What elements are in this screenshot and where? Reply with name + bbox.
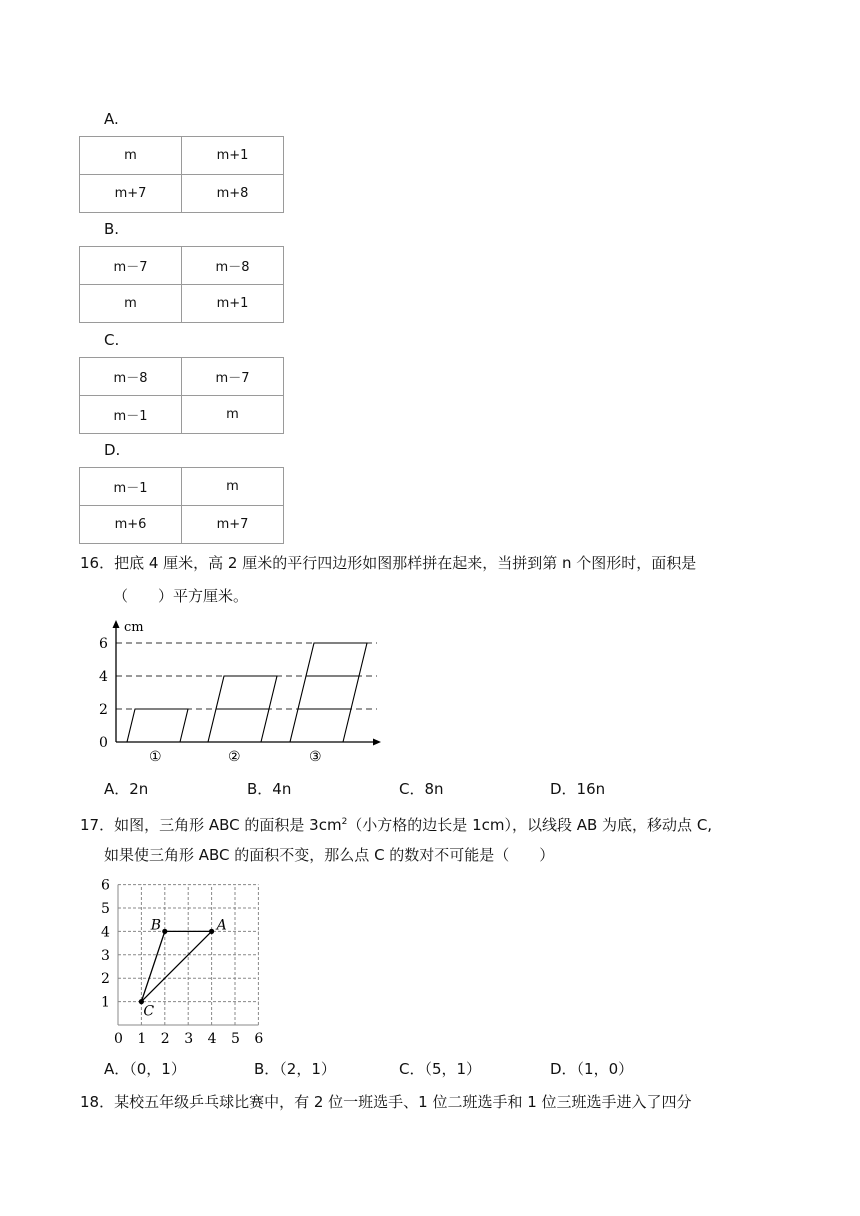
y-tick-label: 2 — [101, 971, 110, 988]
q16-text-line1: 16．把底 4 厘米，高 2 厘米的平行四边形如图那样拼在起来，当拼到第 n 个图形时，面积是 — [80, 554, 697, 572]
q17-superscript: 2 — [341, 817, 348, 827]
option-a-label: A. — [104, 110, 119, 128]
figure-3-label: ③ — [309, 749, 322, 765]
q17-text-line1-part2: （小方格的边长是 1cm），以线段 AB 为底，移动点 C, — [347, 816, 713, 834]
q18-text-line1: 18．某校五年级乒乓球比赛中，有 2 位一班选手、1 位二班选手和 1 位三班选手进入了四分 — [80, 1093, 692, 1111]
q17-choice-c[interactable]: C．（5，1） — [399, 1060, 482, 1078]
figure-1-parallelogram — [127, 709, 188, 742]
table-cell: m+8 — [182, 175, 284, 213]
q17-choice-a[interactable]: A．（0，1） — [104, 1060, 186, 1078]
option-c-label: C. — [104, 331, 120, 349]
q16-choice-d[interactable]: D．16n — [550, 780, 606, 798]
table-row — [80, 247, 284, 285]
q17-grid-figure — [95, 876, 270, 1048]
q17-text-line2: 如果使三角形 ABC 的面积不变，那么点 C 的数对不可能是（ ） — [104, 846, 555, 864]
triangle-outline — [141, 931, 211, 1001]
q17-text-line1-part1: 17．如图，三角形 ABC 的面积是 3cm — [80, 816, 342, 834]
option-c-table — [79, 357, 284, 434]
table-cell: m — [80, 137, 182, 175]
table-cell: m－7 — [182, 358, 284, 396]
x-tick-label: 3 — [184, 1031, 194, 1047]
x-tick-label: 6 — [254, 1031, 264, 1047]
point-label-a: A — [216, 917, 227, 934]
table-row — [80, 468, 284, 506]
y-tick-0: 0 — [99, 735, 108, 751]
q16-choice-b[interactable]: B．4n — [247, 780, 292, 798]
option-d-label: D. — [104, 441, 121, 459]
option-a-table — [79, 136, 284, 213]
q17-text-line1 — [80, 812, 712, 835]
table-cell: m－8 — [80, 358, 182, 396]
y-tick-label: 3 — [101, 947, 110, 964]
q16-choices — [104, 778, 724, 798]
y-tick-label: 1 — [101, 994, 110, 1011]
figure-1-label: ① — [149, 749, 162, 765]
x-tick-label: 0 — [114, 1031, 123, 1047]
point-a — [209, 929, 214, 934]
table-cell: m－1 — [80, 396, 182, 434]
q17-choices — [104, 1058, 744, 1078]
option-b-label: B. — [104, 220, 120, 238]
table-cell: m — [182, 468, 284, 506]
y-tick-4: 4 — [99, 669, 108, 685]
option-d-table — [79, 467, 284, 544]
figure-3-parallelograms — [290, 643, 367, 742]
table-row — [80, 285, 284, 323]
y-tick-label: 6 — [101, 877, 110, 894]
y-tick-label: 4 — [101, 924, 110, 941]
triangle-abc — [139, 917, 227, 1019]
y-tick-6: 6 — [99, 636, 108, 652]
q16-parallelogram-figure — [95, 616, 390, 766]
point-label-c: C — [143, 1003, 155, 1020]
figure-2-label: ② — [228, 749, 241, 765]
table-row — [80, 506, 284, 544]
option-b-table — [79, 246, 284, 323]
q17-choice-b[interactable]: B．（2，1） — [254, 1060, 336, 1078]
x-tick-label: 1 — [137, 1031, 147, 1047]
point-b — [162, 929, 167, 934]
table-cell: m－7 — [80, 247, 182, 285]
table-cell: m－8 — [182, 247, 284, 285]
q16-choice-a[interactable]: A．2n — [104, 780, 149, 798]
q17-choice-d[interactable]: D．（1，0） — [550, 1060, 634, 1078]
table-cell: m+1 — [182, 137, 284, 175]
y-axis-unit: cm — [124, 620, 144, 635]
table-row — [80, 358, 284, 396]
point-label-b: B — [150, 917, 162, 934]
x-tick-label: 4 — [207, 1031, 217, 1047]
x-tick-label: 5 — [231, 1031, 240, 1047]
q16-text-line2: （ ）平方厘米。 — [113, 587, 249, 605]
table-cell: m — [182, 396, 284, 434]
table-cell: m — [80, 285, 182, 323]
table-cell: m+6 — [80, 506, 182, 544]
table-cell: m+7 — [182, 506, 284, 544]
table-row — [80, 137, 284, 175]
q16-choice-c[interactable]: C．8n — [399, 780, 444, 798]
table-cell: m－1 — [80, 468, 182, 506]
table-cell: m+1 — [182, 285, 284, 323]
table-cell: m+7 — [80, 175, 182, 213]
y-tick-2: 2 — [99, 702, 108, 718]
figure-2-parallelograms — [208, 676, 277, 742]
table-row — [80, 396, 284, 434]
y-tick-label: 5 — [101, 901, 110, 917]
coordinate-ticks — [101, 878, 263, 1047]
table-row — [80, 175, 284, 213]
x-tick-label: 2 — [160, 1031, 170, 1047]
